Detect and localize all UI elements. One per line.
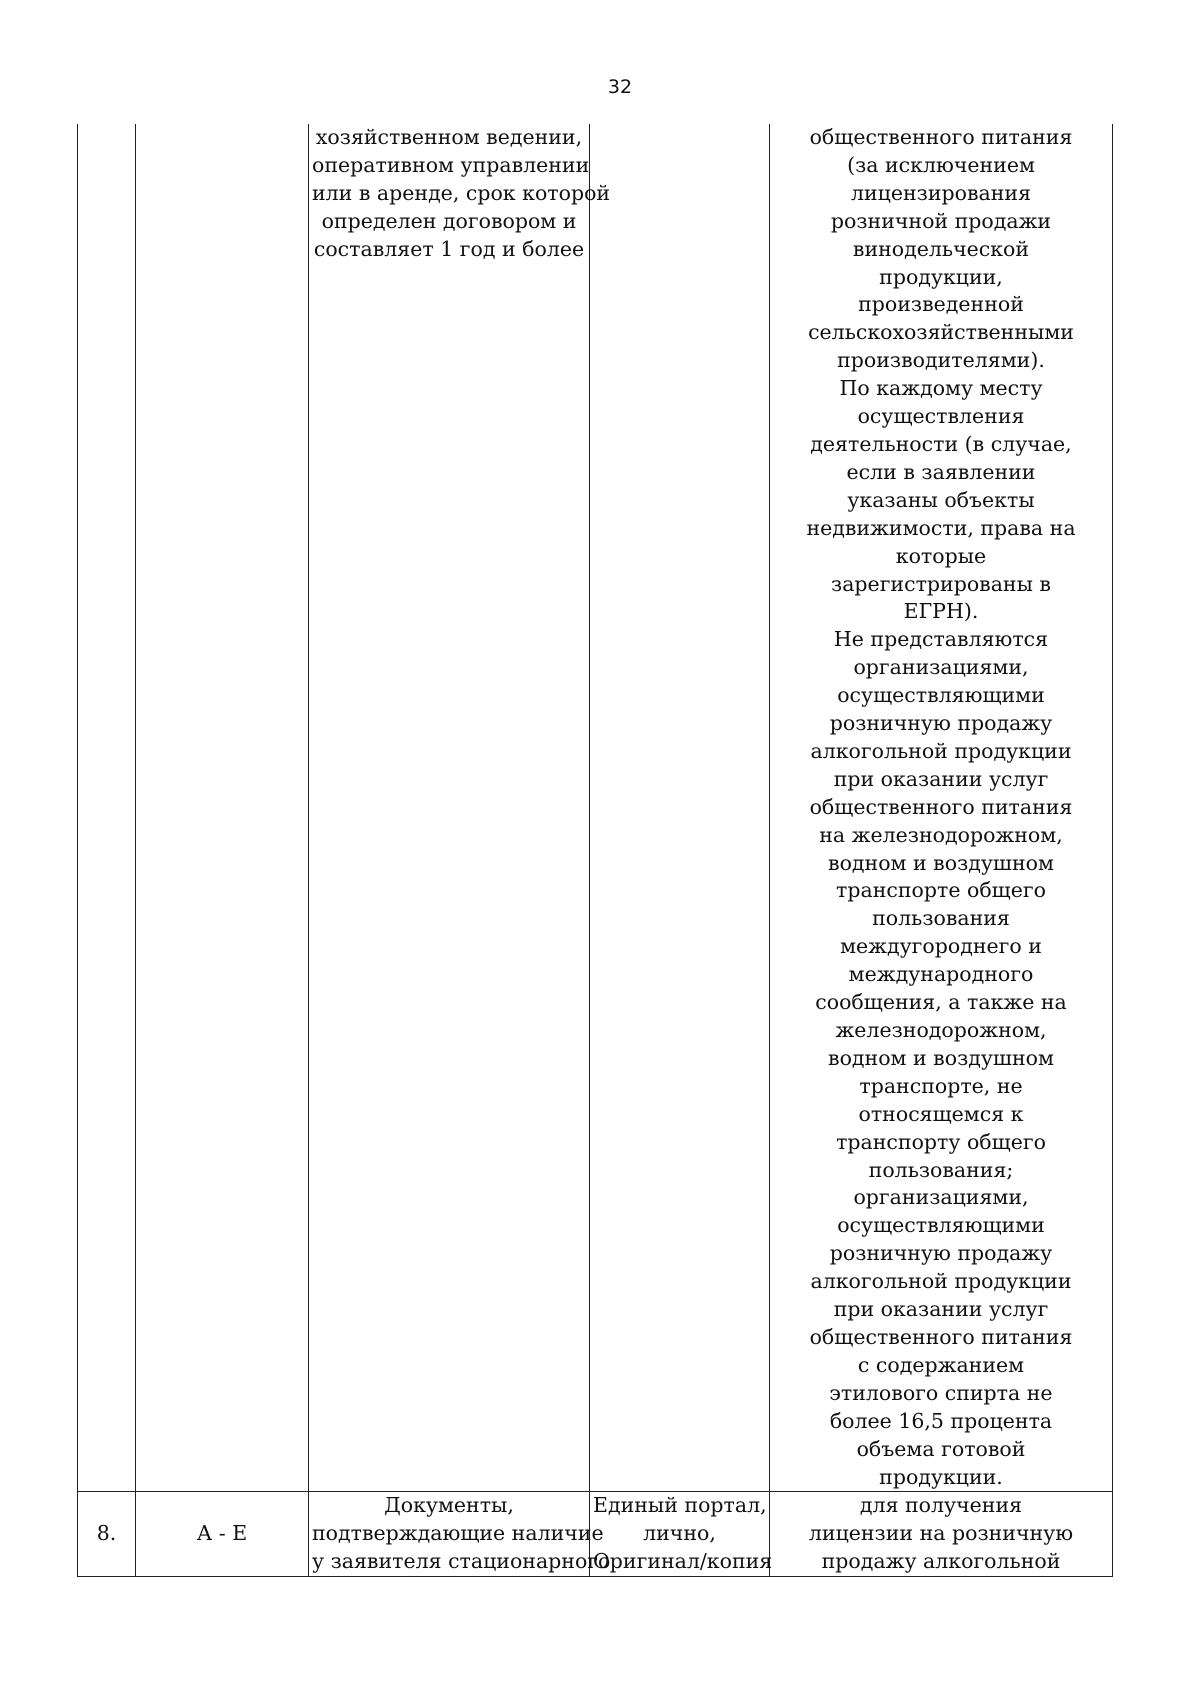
text-line: Не представляются: [833, 627, 1049, 652]
text-line: винодельческой: [852, 236, 1030, 261]
text-line: Документы,: [384, 1493, 514, 1518]
text-line: организациями,: [853, 655, 1029, 680]
text-line: при оказании услуг: [833, 1297, 1049, 1322]
text-line: транспорте, не: [859, 1073, 1023, 1098]
row-code-cell: [136, 124, 309, 1492]
text-line: на железнодорожном,: [819, 822, 1063, 847]
text-line: хозяйственном ведении,: [315, 125, 583, 149]
text-line: сообщения, а также на: [815, 990, 1067, 1015]
text-line: лицензии на розничную: [808, 1521, 1074, 1546]
text-line: общественного питания: [809, 125, 1073, 149]
text-line: которые: [895, 543, 987, 568]
text-line: водном и воздушном: [828, 850, 1054, 875]
text-line: железнодорожном,: [835, 1018, 1047, 1042]
table-row: [78, 124, 1113, 1492]
row-number: 8.: [96, 1521, 117, 1546]
text-line: транспорте общего: [836, 878, 1046, 903]
text-line: подтверждающие наличие: [312, 1521, 604, 1546]
text-line: осуществления: [857, 404, 1025, 429]
row-number-cell: [78, 124, 136, 1492]
text-line: недвижимости, права на: [806, 515, 1076, 540]
text-line: деятельности (в случае,: [810, 431, 1072, 456]
text-line: при оказании услуг: [833, 766, 1049, 791]
text-line: осуществляющими: [837, 683, 1045, 708]
text-line: общественного питания: [809, 794, 1073, 819]
text-line: продукции.: [879, 1464, 1003, 1489]
method-cell: [590, 1492, 773, 1577]
text-line: с содержанием: [857, 1352, 1025, 1377]
text-line: более 16,5 процента: [829, 1408, 1053, 1433]
text-line: продукции,: [879, 264, 1003, 289]
text-line: транспорту общего: [836, 1129, 1046, 1154]
text-line: организациями,: [853, 1185, 1029, 1210]
text-line: продажу алкогольной: [821, 1549, 1061, 1574]
text-line: зарегистрированы в: [831, 571, 1051, 596]
text-line: розничной продажи: [830, 208, 1052, 233]
document-cell: [309, 124, 611, 1492]
text-line: международного: [848, 962, 1034, 987]
text-line: объема готовой: [856, 1436, 1026, 1461]
text-line: производителями).: [837, 348, 1045, 373]
method-cell: [590, 124, 770, 1492]
text-line: или в аренде, срок которой: [312, 180, 611, 205]
table-row: [78, 1492, 1113, 1577]
text-line: общественного питания: [809, 1324, 1073, 1349]
row-code-cell: [136, 1492, 309, 1577]
text-line: алкогольной продукции: [810, 1269, 1072, 1294]
row-number-cell: [78, 1492, 136, 1577]
text-line: определен договором и: [321, 208, 577, 233]
text-line: розничную продажу: [829, 711, 1053, 736]
text-line: у заявителя стационарного: [312, 1549, 611, 1574]
text-line: лично,: [643, 1521, 716, 1546]
text-line: водном и воздушном: [828, 1045, 1054, 1070]
text-line: осуществляющими: [837, 1213, 1045, 1238]
text-line: составляет 1 год и более: [313, 236, 585, 261]
text-line: сельскохозяйственными: [808, 320, 1074, 345]
text-line: лицензирования: [851, 180, 1031, 205]
note-cell: [770, 1492, 1113, 1577]
text-line: оперативном управлении: [312, 152, 590, 177]
text-line: По каждому месту: [839, 376, 1043, 401]
text-line: произведенной: [858, 292, 1024, 317]
text-line: этилового спирта не: [829, 1380, 1053, 1405]
requirements-table: [77, 124, 1113, 1577]
text-line: алкогольной продукции: [810, 738, 1072, 763]
text-line: розничную продажу: [829, 1241, 1053, 1266]
text-line: относящемся к: [858, 1101, 1024, 1126]
text-line: Оригинал/копия: [593, 1549, 773, 1574]
row-code: А - Е: [196, 1521, 248, 1546]
text-line: Единый портал,: [593, 1493, 767, 1518]
page-number: 32: [607, 76, 633, 98]
text-line: (за исключением: [847, 152, 1035, 177]
document-cell: [309, 1492, 611, 1577]
text-line: пользования;: [868, 1157, 1014, 1182]
text-line: пользования: [872, 906, 1010, 931]
text-line: указаны объекты: [847, 487, 1035, 512]
note-cell: [770, 124, 1113, 1492]
text-line: если в заявлении: [846, 459, 1036, 484]
text-line: ЕГРН).: [903, 599, 979, 624]
text-line: для получения: [859, 1493, 1023, 1518]
text-line: междугороднего и: [840, 934, 1042, 959]
